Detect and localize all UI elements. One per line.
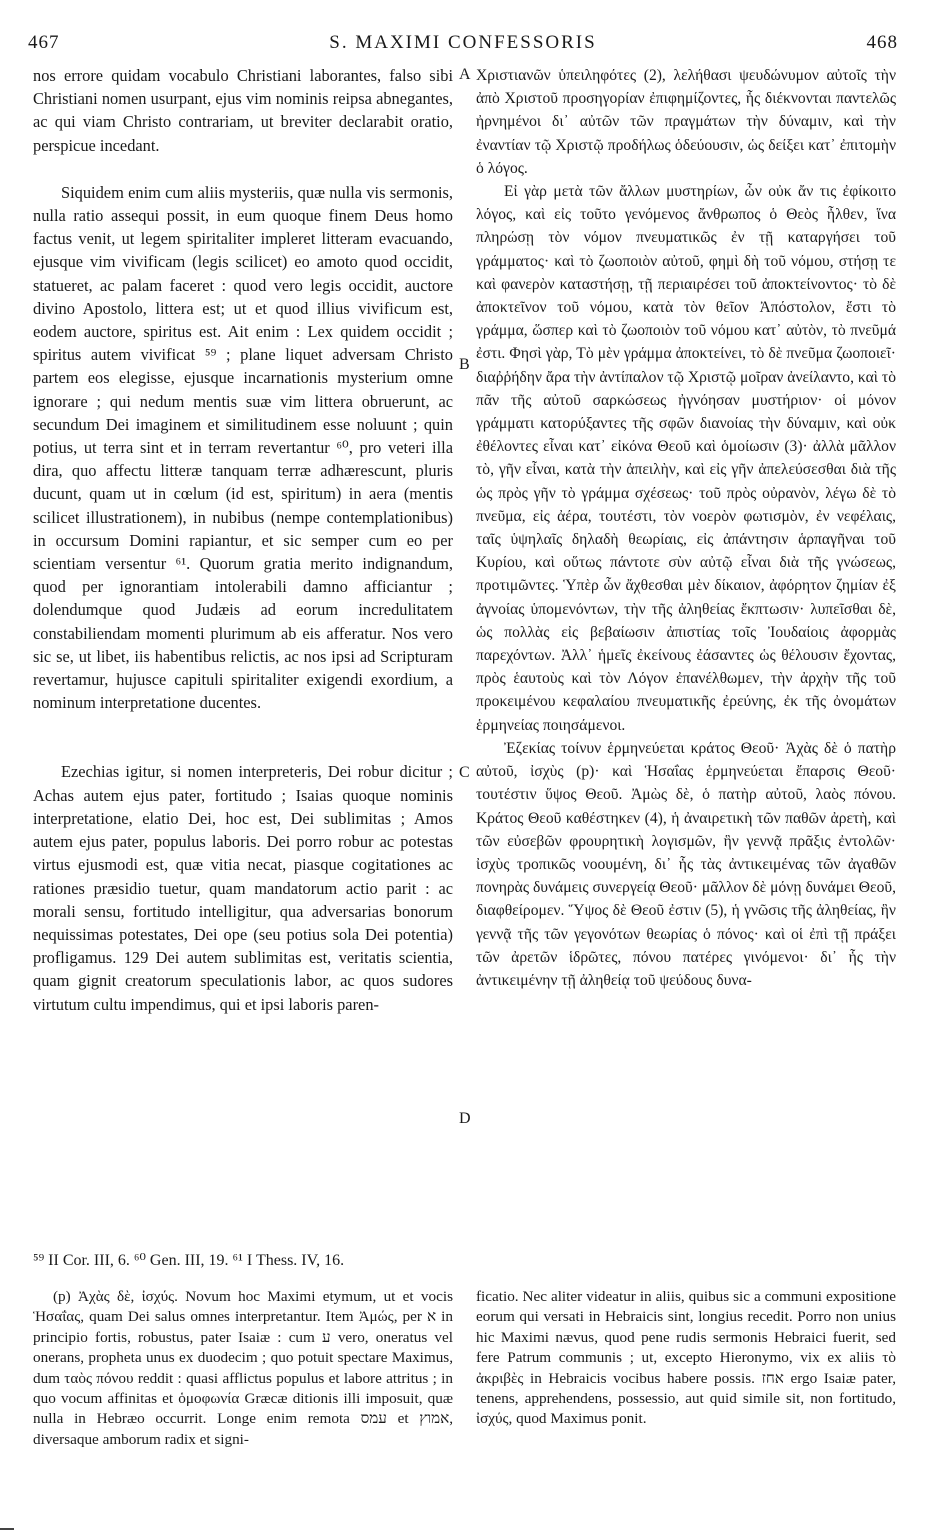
margin-marker-d: D — [459, 1110, 471, 1127]
margin-marker-c: C — [459, 764, 470, 781]
editor-note-left — [33, 1287, 453, 1450]
margin-marker-a: A — [459, 66, 471, 83]
editor-note-right — [476, 1287, 896, 1430]
running-title: S. MAXIMI CONFESSORIS — [329, 32, 597, 53]
greek-paragraph-1: Χριστιανῶν ὑπειληφότες (2), λελήθασι ψευδώνυμον αὐτοῖς τὴν ἀπὸ Χριστοῦ προσηγορίαν ἐπιφημίζοντες, ἧς διέκνονται παντελῶς ἠρνημένοι δι᾽ αὐτῶν τῶν πραγμάτων τὴν δύναμιν, καὶ τὴν ἐναντίαν τῷ Χριστῷ προδήλως ὁδεύουσιν, ὡς δείξει κατ᾽ ἐπιτομὴν ὁ λόγος. — [476, 67, 896, 177]
greek-column — [476, 64, 896, 992]
running-header — [28, 32, 898, 56]
page-number-left: 467 — [28, 32, 60, 53]
latin-paragraph-2: Siquidem enim cum aliis mysteriis, quæ nulla vis sermonis, nulla ratio assequi possit, in eum quoque finem Deus homo factus venit, ut legem spiritaliter impleret litteram evacuando, ejusque vim vivificam (legis scilicet) eo amoto quod occidit, statueret, ac palam faceret : quod vero legis occidit, auctore divino Apostolo, littera est; ut et quod illius vivificum est, eodem auctore, spiritus est. Ait enim : Lex quidem occidit ; spiritus autem vivificat ⁵⁹ ; plane liquet adversam Christo partem eos elegisse, ejusque incarnationis mysterium omne ignorare ; qui nedum mentis suæ vim littera obruerunt, ac secundum Dei imaginem et similitudinem esse noluunt ; quin potius, ut terra sint et in terram revertantur ⁶⁰, pro veteri illa dira, quo affectu litteræ tanquam terræ adhærescunt, pluris ducunt, quam ut in cœlum (id est, spiritum) in aera (mentis scilicet illustrationem), in nubibus (nempe contemplationibus) in occursum Domini rapiantur, et sic semper cum eo per scientiam versentur ⁶¹. Quorum gratia merito indignandum, quod per ignorantiam intolerabili damno afficiantur ; dolendumque quod Judæis ad eorum incredulitatem constabiliendam momenti plurimum ab eis afferatur. Nos vero sic se, ut libet, iis habentibus relictis, ac nos ipsi ad Scripturam revertamur, hujusce capituli spiritaliter exigendi exordium, a nominum interpretatione ducentes. — [33, 182, 453, 713]
page-number-right: 468 — [866, 32, 898, 53]
margin-marker-b: B — [459, 356, 470, 373]
greek-paragraph-2: Εἰ γὰρ μετὰ τῶν ἄλλων μυστηρίων, ὧν οὐκ ἄν τις ἐφίκοιτο λόγος, καὶ εἰς τοῦτο γενόμενος ἄνθρωπος ὁ Θεὸς ἦλθεν, ἵνα πληρώσῃ τὸν νόμον πνευματικῶς ἐν τῇ καταργήσει τοῦ γράμματος· καὶ τὸ ζωοποιὸν αὐτοῦ, φημὶ δὴ τοῦ νόμου, στήσῃ τε καὶ φανερὸν καταστήσῃ, τῇ περιαιρέσει τοῦ ἀποκτείνοντος· τὸ δὲ ἀποκτεῖνον τοῦ νόμου, κατὰ τὸν θεῖον Ἀπόστολον, ἔστι τὸ γράμμα, ὥσπερ καὶ τὸ ζωοποιὸν τοῦ νόμου κατ᾽ αὐτὸν, τὸ πνεῦμά ἐστι. Φησὶ γὰρ, Τὸ μὲν γράμμα ἀποκτείνει, τὸ δὲ πνεῦμα ζωοποιεῖ· διαῤῥήδην ἄρα τὴν ἀντίπαλον τῷ Χριστῷ μοῖραν ἀνείλαντο, καὶ τὸ πᾶν τῆς αὐτοῦ σαρκώσεως ἠγνόησαν μυστήριον· οἱ μόνον γράμματι κατορύξαντες τῆς σφῶν διανοίας τὴν δύναμιν, καὶ οὐκ ἐθέλοντες εἶναι κατ᾽ εἰκόνα Θεοῦ καὶ ὁμοίωσιν (3)· ἀλλὰ μᾶλλον τὸ, γῆν εἶναι, κατὰ τὴν ἀπειλὴν, καὶ εἰς γῆν ἀπελεύσεσθαι διὰ τῆς ὡς πρὸς γῆν τὸ γράμμα σχέσεως· τοῦ πρὸς οὐρανὸν, λέγω δὲ τὸ πνεῦμα, εἰς ἀέρα, τουτέστι, τὸν νοερὸν φωτισμὸν, ἐν νεφέλαις, ταῖς ὑψηλαῖς δηλαδὴ θεωρίαις, εἰς ἀπάντησιν ἁρπαγῆναι τοῦ Κυρίου, καὶ οὕτως πάντοτε σὺν αὐτῷ εἶναι διὰ τῆς γνώσεως, προτιμῶντες. Ὑπὲρ ὧν ἄχθεσθαι μὲν δίκαιον, ἀφόρητον ζημίαν ἐξ ἀγνοίας ὑπομενόντων, τὴν τῆς ἀληθείας ἔκπτωσιν· λυπεῖσθαι δὲ, ὡς πολλὰς εἰς βεβαίωσιν ἀπιστίας τοῖς Ἰουδαίοις ἀφορμὰς παρεχόντων. Ἀλλ᾽ ἡμεῖς ἐκείνους ἐάσαντες ὡς θέλουσιν ἔχοντας, πρὸς ἑαυτοὺς καὶ τὸν Λόγον ἐπανέλθωμεν, τὴν ἀρχὴν τῆς τοῦ προκειμένου κεφαλαίου πνευματικῆς ἐρεύνης, ἐκ τῆς ὀνομάτων ἑρμηνείας ποιησάμενοι. — [476, 183, 896, 734]
latin-column — [33, 64, 453, 1016]
latin-paragraph-1: nos errore quidam vocabulo Christiani laborantes, falso sibi Christiani nomen usurpant, ejus vim nominis reipsa abnegantes, ac qui viam Christo contrariam, ut breviter declarabit oratio, perspicue incedant. — [33, 66, 453, 155]
scripture-footnotes: ⁵⁹ II Cor. III, 6. ⁶⁰ Gen. III, 19. ⁶¹ I Thess. IV, 16. — [33, 1252, 345, 1269]
scan-mark — [0, 1528, 14, 1530]
greek-paragraph-3: Ἐζεκίας τοίνυν ἑρμηνεύεται κράτος Θεοῦ· Ἀχὰς δὲ ὁ πατὴρ αὐτοῦ, ἰσχὺς (p)· καὶ Ἡσαΐας ἑρμηνεύεται ἔπαρσις Θεοῦ· τουτέστιν ὕψος Θεοῦ. Ἀμὼς δὲ, ὁ πατὴρ αὐτοῦ, λαὸς πόνου. Κράτος Θεοῦ καθέστηκεν (4), ἡ ἀναιρετικὴ τῶν παθῶν ἀρετὴ, καὶ τῶν εὐσεβῶν φρουρητικὴ λογισμῶν, ἣν γεννᾷ πρᾶξις ἐντολῶν· ἰσχὺς τροπικῶς νοουμένη, δι᾽ ἧς τὰς ἀντικειμένας τῶν ἀγαθῶν πονηρὰς δυνάμεις συνεργείᾳ Θεοῦ· μᾶλλον δὲ μόνῃ δυνάμει Θεοῦ, διαφθείρομεν. Ὕψος δὲ Θεοῦ ἐστιν (5), ἡ γνῶσις τῆς ἀληθείας, ἣν γεννᾷ τῆς τῶν γεγονότων θεωρίας ὁ πόνος· καὶ οἱ ἐπὶ τῇ πράξει τῶν ἀρετῶν ἱδρῶτες, πόνου πατέρες γινόμενοι· δι᾽ ἧς τὴν ἀντικειμένην τῇ ἀληθείᾳ τοῦ ψεύδους δυνα- — [476, 739, 896, 989]
latin-paragraph-3: Ezechias igitur, si nomen interpreteris, Dei robur dicitur ; Achas autem ejus pater, fortitudo ; Isaias quoque nominis interpretatione, elatio Dei, hoc est, Dei sublimitas ; Amos autem ejus pater, populus laboris. Dei porro robur ac potestas virtus ejusmodi est, quæ vitia necat, piasque cogitationes ac rationes præsidio tuetur, quam mandatorum actio parit : ac morali sensu, fortitudo intelligitur, qua adversarias bonorum nequissimas potestates, Dei ope (seu potius sola Dei potentia) profligamus. 129 Dei autem sublimitas est, veritatis scientia, quam gignit creatorum speculationis labor, ac quos sudores virtutum cultu impendimus, qui et ipsi laboris paren- — [33, 762, 453, 1014]
editor-note-left-text: (p) Ἀχὰς δὲ, ἰσχύς. Novum hoc Maximi etymum, ut et vocis Ἡσαΐας, quam Dei salus omnes interpretantur. Item Ἀμώς, per א in principio fortis, robustus, pater Isaiæ : cum ע vero, oneratus vel onerans, propheta unus ex duodecim ; quo potuit spectare Maximus, dum ταὸς πόνου reddit : quasi afflictus populus et labore attritus ; in quo vocum affinitas et ὁμοφωνία Græcæ ditionis illi imposuit, quæ nulla in Hebræo occurrit. Longe enim remota עמס et אמוץ, diversaque amborum radix et signi- — [33, 1288, 454, 1448]
editor-note-right-text: ficatio. Nec aliter videatur in aliis, quibus sic a communi expositione eorum qui versati in Hebraicis sint, longius recedit. Porro non unius hic Maximi nævus, quod pene rudis sermonis Hebraici fuerit, sed fere Patrum communis ; ut, excepto Hieronymo, vix ex aliis τὸ ἀκριβὲς in Hebraicis vocibus habere possis. אחז ergo Isaiæ pater, tenens, apprehendens, possessio, aut quid simile sit, non fortitudo, ἰσχύς, quod Maximus ponit. — [476, 1288, 896, 1428]
